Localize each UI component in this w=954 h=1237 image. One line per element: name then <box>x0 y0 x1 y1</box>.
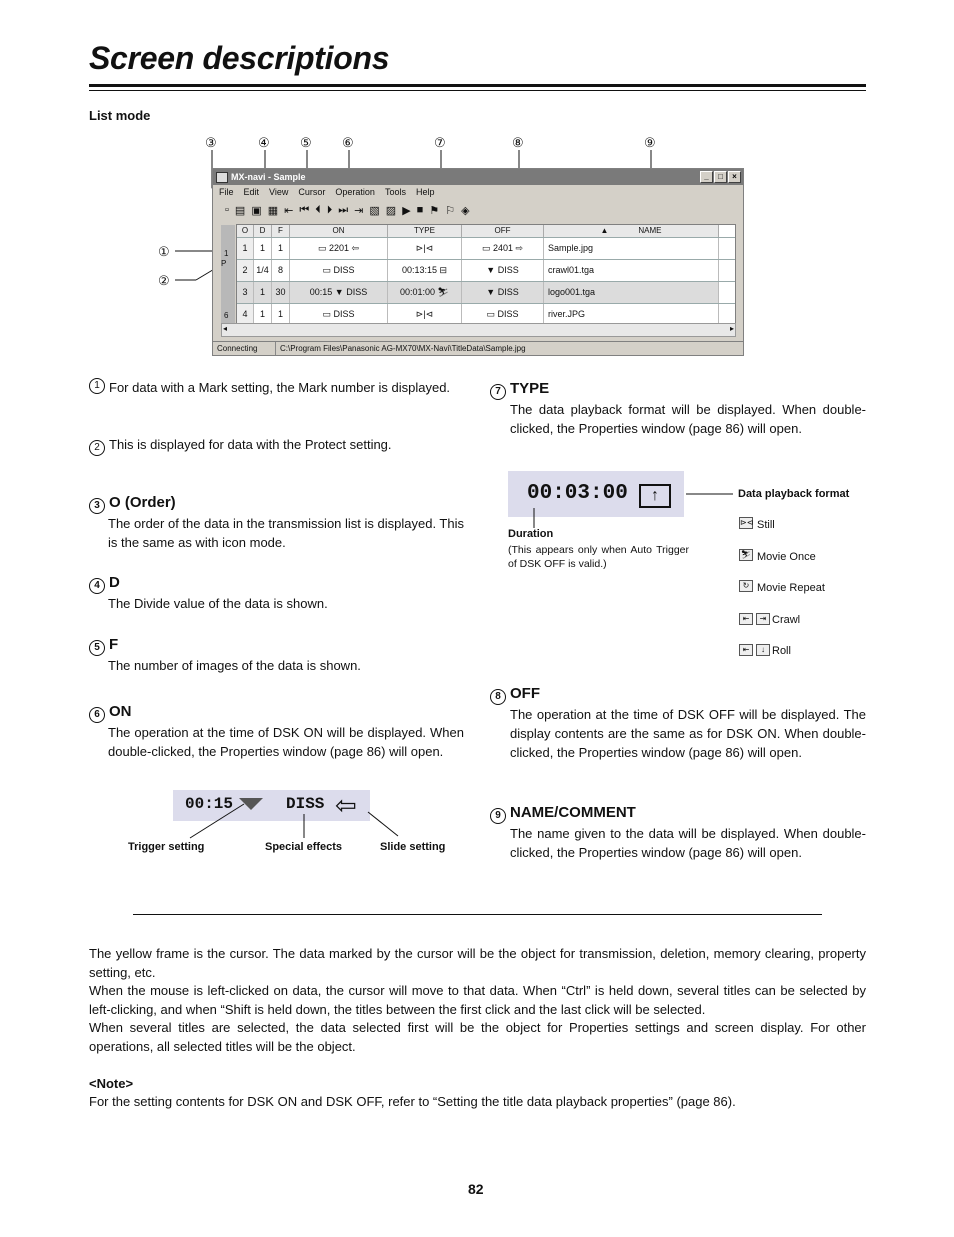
note-heading: <Note> <box>89 1075 134 1091</box>
bottom-p1: The yellow frame is the cursor. The data marked by the cursor will be the object for transmission, deletion, memory clearing, property setting, etc. <box>89 946 866 980</box>
format-still: Still <box>757 519 775 531</box>
bottom-p3: When several titles are selected, the data selected first will be the object for Properties settings and screen display. For other operations, all selected titles will be the object. <box>89 1020 866 1054</box>
preview-icon[interactable]: ▨ <box>385 204 397 217</box>
item-7-text: The data playback format will be displayed. When double-clicked, the Properties window (page 86) will open. <box>510 402 866 436</box>
maximize-button[interactable]: □ <box>714 171 727 183</box>
menu-cursor[interactable]: Cursor <box>298 187 326 197</box>
on-figure-time: 00:15 <box>185 795 234 813</box>
cell-on: ▭ 2201 ⇦ <box>290 238 388 259</box>
status-connection: Connecting <box>213 342 276 355</box>
item-8-head: OFF <box>510 685 540 702</box>
bottom-text <box>89 945 866 1112</box>
cell-on: 00:15 ▼ DISS <box>290 282 388 303</box>
menu-file[interactable]: File <box>219 187 234 197</box>
cell-type: ⊳|⊲ <box>388 238 462 259</box>
format-movie-once: Movie Once <box>757 551 816 563</box>
item-9-num: 9 <box>490 808 506 824</box>
cell-o: 1 <box>237 238 254 259</box>
item-1-text: For data with a Mark setting, the Mark number is displayed. <box>109 380 451 395</box>
cell-off: ▼ DISS <box>462 260 544 281</box>
cell-name: Sample.jpg <box>544 238 719 259</box>
callout-9: ⑨ <box>644 135 656 150</box>
bottom-p2: When the mouse is left-clicked on data, the cursor will move to that data. When “Ctrl” is held down, several titles can be selected by left-clicking, and when “Shift is held down, the titles between the first click and the last click will be selected. <box>89 983 866 1017</box>
callout-5: ⑤ <box>300 135 312 150</box>
close-button[interactable]: × <box>728 171 741 183</box>
crawl-right-icon: ⇥ <box>756 613 770 625</box>
minimize-button[interactable]: _ <box>700 171 713 183</box>
on-figure-effect: DISS <box>286 795 325 813</box>
item-7-head: TYPE <box>510 380 550 397</box>
slide-setting-label: Slide setting <box>380 841 446 853</box>
sidebar-bottom-label: 6 <box>224 311 229 320</box>
format-roll: Roll <box>772 645 791 657</box>
item-5-num: 5 <box>89 640 105 656</box>
open-icon[interactable]: ▤ <box>234 204 246 217</box>
slide-left-arrow-icon: ⇦ <box>335 790 357 820</box>
menu-tools[interactable]: Tools <box>384 187 406 197</box>
first-icon[interactable]: ⇤ <box>284 204 294 217</box>
callout-2: ② <box>158 273 170 288</box>
play-icon[interactable]: ▶ <box>402 204 411 217</box>
cell-name: crawl01.tga <box>544 260 719 281</box>
page-title: Screen descriptions <box>89 40 390 76</box>
item-1-num: 1 <box>89 378 105 394</box>
roll-down-icon: ↓ <box>756 644 770 656</box>
cell-type: 00:13:15 ⊟ <box>388 260 462 281</box>
scroll-left-icon[interactable]: ◂ <box>223 324 228 333</box>
type-figure-time: 00:03:00 <box>527 482 628 505</box>
roll-up-icon: ↑ <box>639 484 671 508</box>
scroll-right-icon[interactable]: ▸ <box>729 324 734 333</box>
cell-d: 1 <box>254 282 272 303</box>
item-2-text: This is displayed for data with the Protect setting. <box>109 437 392 452</box>
cell-on: ▭ DISS <box>290 260 388 281</box>
col-header-name-label: NAME <box>638 226 662 235</box>
callout-6: ⑥ <box>342 135 354 150</box>
cell-type: ⊳|⊲ <box>388 304 462 325</box>
page-number: 82 <box>468 1181 484 1197</box>
item-3-text: The order of the data in the transmission list is displayed. This is the same as with icon mode. <box>108 516 464 550</box>
section-divider <box>133 914 822 915</box>
col-header-f[interactable]: F <box>272 225 290 237</box>
movie-once-icon: ⛷ <box>740 550 752 559</box>
cell-f: 1 <box>272 238 290 259</box>
save-icon[interactable]: ▣ <box>251 204 262 217</box>
item-9-text: The name given to the data will be displayed. When double-clicked, the Properties window (page 86) will open. <box>510 826 866 860</box>
menu-view[interactable]: View <box>269 187 289 197</box>
col-header-type[interactable]: TYPE <box>388 225 462 237</box>
item-9-head: NAME/COMMENT <box>510 804 636 821</box>
movie-repeat-icon: ↻ <box>739 580 753 592</box>
mark-number: 1 <box>224 249 229 258</box>
callout-4: ④ <box>258 135 270 150</box>
item-9 <box>490 803 866 862</box>
prev-icon[interactable]: ⏴ <box>315 203 321 216</box>
cell-name: river.JPG <box>544 304 719 325</box>
callout-7: ⑦ <box>434 135 446 150</box>
format-movie-repeat: Movie Repeat <box>757 582 825 594</box>
cell-off: ▼ DISS <box>462 282 544 303</box>
status-path: C:\Program Files\Panasonic AG-MX70\MX-Navi\TitleData\Sample.jpg <box>280 344 526 353</box>
col-header-on[interactable]: ON <box>290 225 388 237</box>
item-8 <box>490 684 866 762</box>
callout-8: ⑧ <box>512 135 524 150</box>
item-4-num: 4 <box>89 578 105 594</box>
cell-f: 8 <box>272 260 290 281</box>
item-6-num: 6 <box>89 707 105 723</box>
cell-o: 3 <box>237 282 254 303</box>
item-7-num: 7 <box>490 384 506 400</box>
item-3-head: O (Order) <box>109 494 176 511</box>
cell-type: 00:01:00 ⛷ <box>388 282 462 303</box>
stop-icon[interactable]: ■ <box>416 204 424 216</box>
mark-icon[interactable]: ⚑ <box>429 204 440 217</box>
crawl-left-icon: ⇤ <box>739 613 753 625</box>
cell-d: 1 <box>254 304 272 325</box>
data-playback-format-label: Data playback format <box>738 488 850 500</box>
callout-1: ① <box>158 244 170 259</box>
item-2-num: 2 <box>89 440 105 456</box>
window-title: MX-navi - Sample <box>231 172 306 182</box>
item-8-num: 8 <box>490 689 506 705</box>
col-header-off[interactable]: OFF <box>462 225 544 237</box>
sort-arrow-icon: ▲ <box>600 226 609 235</box>
cell-on: ▭ DISS <box>290 304 388 325</box>
item-3-num: 3 <box>89 498 105 514</box>
duration-note: (This appears only when Auto Trigger of DSK OFF is valid.) <box>508 544 689 570</box>
cell-f: 1 <box>272 304 290 325</box>
trigger-setting-label: Trigger setting <box>128 841 205 853</box>
callout-3: ③ <box>205 135 217 150</box>
print-icon[interactable]: ▦ <box>267 204 279 217</box>
cell-d: 1/4 <box>254 260 272 281</box>
item-8-text: The operation at the time of DSK OFF will be displayed. The display contents are the same as for DSK ON. When double-clicked, the Properties window (page 86) will open. <box>510 707 866 760</box>
col-header-d[interactable]: D <box>254 225 272 237</box>
cell-name: logo001.tga <box>544 282 719 303</box>
cell-f: 30 <box>272 282 290 303</box>
new-icon[interactable]: ▫ <box>225 204 229 216</box>
note-text: For the setting contents for DSK ON and DSK OFF, refer to “Setting the title data playback properties” (page 86). <box>89 1094 736 1110</box>
fast-forward-icon[interactable]: ⏭ <box>338 203 349 216</box>
special-effects-label: Special effects <box>265 841 343 853</box>
last-icon[interactable]: ⇥ <box>354 204 364 217</box>
next-icon[interactable]: ⏵ <box>326 203 333 216</box>
cell-o: 2 <box>237 260 254 281</box>
menu-edit[interactable]: Edit <box>243 187 260 197</box>
still-icon: ⊳⊲ <box>740 518 754 527</box>
item-4-head: D <box>109 574 120 591</box>
menu-operation[interactable]: Operation <box>335 187 375 197</box>
section-subtitle: List mode <box>89 108 151 123</box>
transfer-icon[interactable]: ▧ <box>369 204 380 217</box>
rewind-icon[interactable]: ⏮ <box>299 203 310 216</box>
cell-o: 4 <box>237 304 254 325</box>
protect-mark: P <box>221 259 227 268</box>
cell-off: ▭ DISS <box>462 304 544 325</box>
item-6-head: ON <box>109 703 132 720</box>
col-header-o[interactable]: O <box>237 225 254 237</box>
item-4-text: The Divide value of the data is shown. <box>108 596 328 611</box>
duration-label: Duration <box>508 528 554 540</box>
item-5-head: F <box>109 636 119 653</box>
protect-icon[interactable]: ⚐ <box>445 204 456 217</box>
menu-help[interactable]: Help <box>415 187 435 197</box>
cell-d: 1 <box>254 238 272 259</box>
item-6-text: The operation at the time of DSK ON will be displayed. When double-clicked, the Properties window (page 86) will open. <box>108 725 464 759</box>
cell-off: ▭ 2401 ⇨ <box>462 238 544 259</box>
item-5-text: The number of images of the data is shown. <box>108 658 361 673</box>
properties-icon[interactable]: ◈ <box>461 204 470 217</box>
roll-up-small-icon: ⇤ <box>739 644 753 656</box>
format-crawl: Crawl <box>772 614 801 626</box>
